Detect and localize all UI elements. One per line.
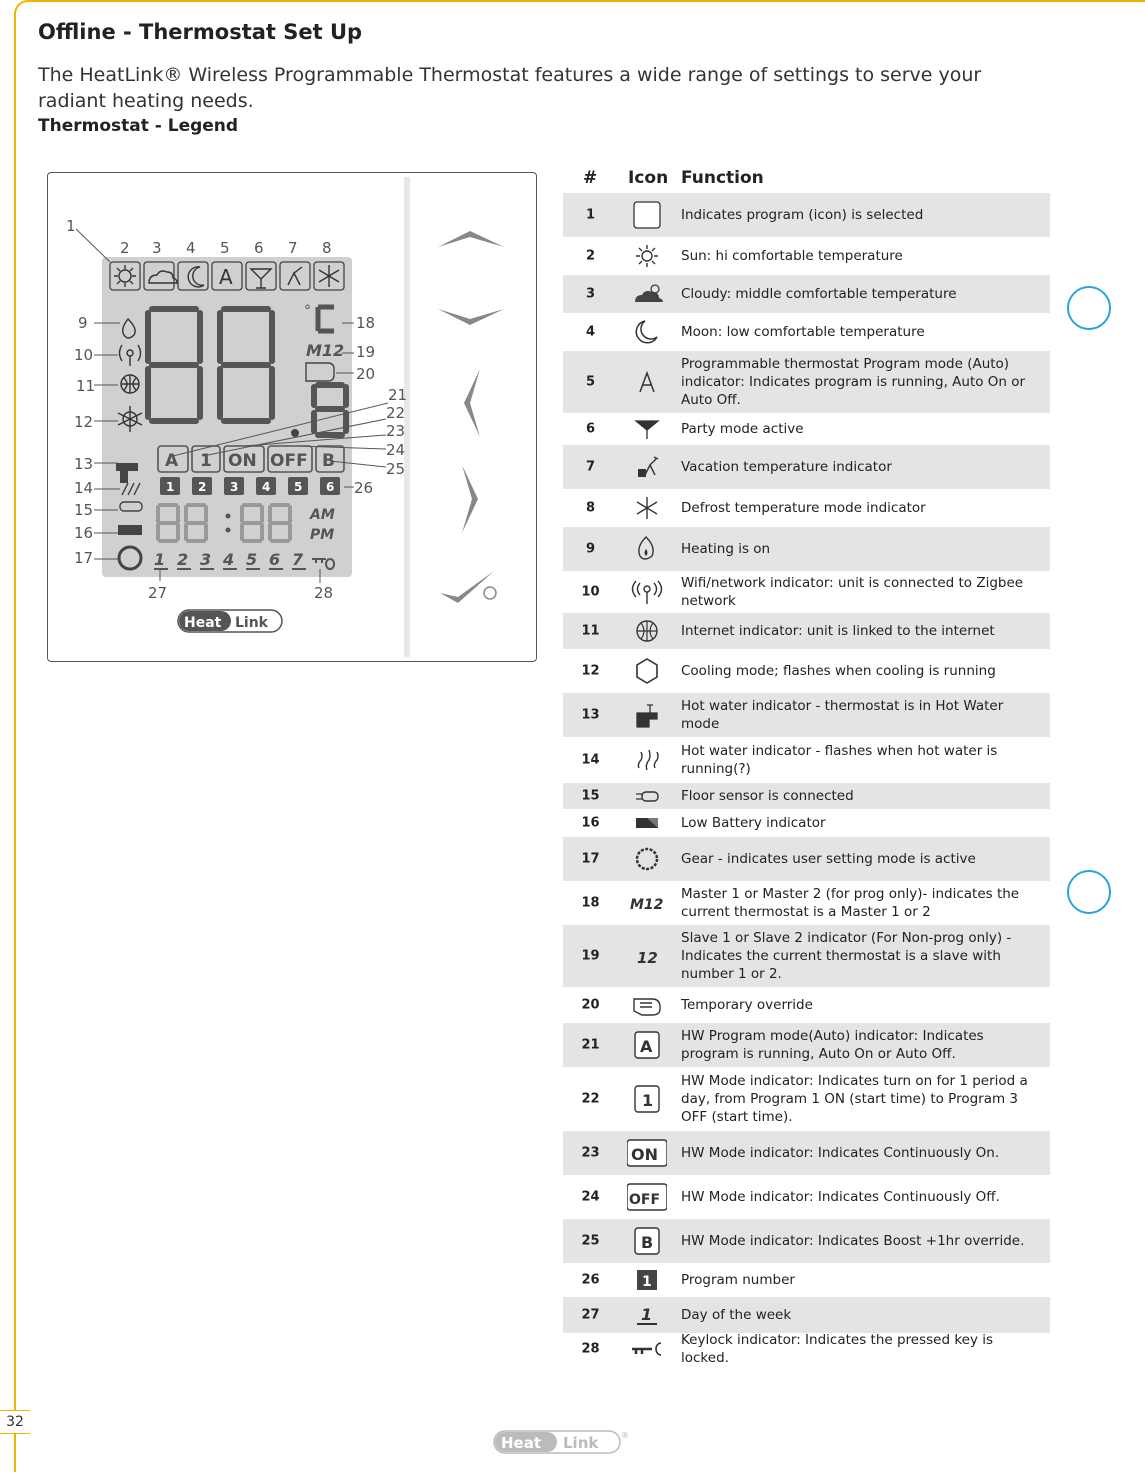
party-glass-icon: [627, 415, 667, 443]
svg-text:9: 9: [78, 314, 88, 332]
svg-text:22: 22: [386, 404, 406, 422]
svg-text:24: 24: [386, 441, 406, 459]
lcd-hw-off: OFF: [270, 451, 308, 471]
hw-auto-icon: [627, 1031, 667, 1059]
binder-hole: [1067, 870, 1111, 914]
down-arrow-icon[interactable]: [438, 309, 504, 325]
lcd-m12-label: M12: [306, 341, 345, 360]
heatlink-logo: [493, 1428, 633, 1460]
legend-table: [563, 193, 1050, 1365]
legend-row: 7 Vacation temperature indicator: [563, 445, 1050, 489]
light-icon: [484, 587, 496, 599]
cloudy-icon: [627, 280, 667, 308]
svg-text:°: °: [304, 303, 311, 319]
day-icon: [627, 1301, 667, 1329]
logo-link-text: Link: [563, 1434, 599, 1452]
legend-row: 18 M12 Master 1 or Master 2 (for prog only)- indicates the current thermostat is a Master 1 or 2: [581, 886, 1020, 920]
hw-off-icon: [627, 1183, 667, 1211]
svg-text:2: 2: [177, 550, 189, 569]
svg-text:6: 6: [269, 550, 281, 569]
slave-12-icon: [627, 942, 667, 970]
svg-text:A: A: [640, 1037, 653, 1056]
legend-row: 22 1 HW Mode indicator: Indicates turn on for 1 period a day, from Program 1 ON (start time) to Program 3 OFF (start time).: [581, 1073, 1028, 1125]
svg-text:5: 5: [220, 239, 230, 257]
svg-text:4: 4: [262, 480, 271, 494]
svg-text:B: B: [641, 1233, 654, 1252]
legend-row: 21 A HW Program mode(Auto) indicator: Indicates program is running, Auto On or Auto Off.: [563, 1023, 1050, 1067]
svg-text:1: 1: [642, 1091, 654, 1110]
svg-text:7: 7: [292, 550, 304, 569]
svg-text:2: 2: [198, 480, 207, 494]
legend-header: [563, 168, 1050, 192]
device-logo-heat: Heat: [184, 615, 222, 631]
moon-icon: [627, 318, 667, 346]
legend-row: 24 OFF HW Mode indicator: Indicates Continuously Off.: [563, 1175, 1050, 1219]
svg-text:19: 19: [356, 343, 376, 361]
vacation-icon: [627, 453, 667, 481]
intro-paragraph: The HeatLink® Wireless Programmable Thermostat features a wide range of settings to serve your radiant heating needs.: [38, 64, 982, 112]
svg-text:16: 16: [74, 524, 94, 542]
svg-text:20: 20: [356, 365, 376, 383]
hand-icon: [627, 991, 667, 1019]
svg-text:18: 18: [356, 314, 376, 332]
hw-one-icon: [627, 1085, 667, 1113]
svg-text:M12: M12: [630, 897, 664, 913]
legend-row: 16 Low Battery indicator: [563, 809, 1050, 837]
svg-text:14: 14: [74, 479, 94, 497]
svg-text:ON: ON: [631, 1145, 658, 1164]
right-arrow-icon[interactable]: [462, 465, 478, 533]
legend-row: 15 Floor sensor is connected: [563, 783, 1050, 809]
legend-row: 10 Wifi/network indicator: unit is connected to Zigbee network: [581, 575, 1024, 609]
svg-text:10: 10: [74, 346, 94, 364]
svg-text:26: 26: [354, 479, 374, 497]
selected-square-icon: [627, 201, 667, 229]
up-arrow-icon[interactable]: [438, 231, 504, 247]
svg-text:3: 3: [200, 550, 212, 569]
svg-text:13: 13: [74, 455, 94, 473]
svg-text:27: 27: [148, 584, 168, 602]
legend-row: 6 Party mode active: [563, 413, 1050, 445]
cooling-icon: [627, 657, 667, 685]
lcd-hw-a: A: [165, 451, 179, 471]
svg-text:6: 6: [326, 480, 335, 494]
page-title: Offline - Thermostat Set Up: [38, 20, 363, 44]
tap-icon: [627, 701, 667, 729]
svg-text:15: 15: [74, 501, 94, 519]
legend-row: 26 1 Program number: [563, 1263, 1050, 1297]
legend-row: 28 Keylock indicator: Indicates the pressed key is locked.: [581, 1332, 994, 1366]
keylock-icon: [627, 1335, 667, 1363]
lcd-hw-on: ON: [228, 451, 257, 471]
legend-row: 11 Internet indicator: unit is linked to the internet: [563, 613, 1050, 649]
svg-text:28: 28: [314, 584, 334, 602]
wifi-icon: [627, 578, 667, 606]
legend-row: 17 Gear - indicates user setting mode is active: [563, 837, 1050, 881]
legend-row: 8 Defrost temperature mode indicator: [563, 489, 1050, 527]
svg-text:3: 3: [152, 239, 162, 257]
svg-text:1: 1: [642, 1274, 652, 1290]
legend-row: 4 Moon: low comfortable temperature: [563, 313, 1050, 351]
svg-text:8: 8: [322, 239, 332, 257]
svg-text:1: 1: [641, 1305, 653, 1324]
svg-text:1: 1: [166, 480, 175, 494]
legend-row: 2 Sun: hi comfortable temperature: [563, 237, 1050, 275]
legend-row: 27 1 Day of the week: [563, 1297, 1050, 1333]
hw-on-icon: [627, 1139, 667, 1167]
sun-icon: [627, 242, 667, 270]
page-frame-top: [14, 0, 1145, 16]
flame-icon: [627, 535, 667, 563]
binder-hole: [1067, 286, 1111, 330]
lcd-hw-b: B: [322, 451, 335, 471]
left-arrow-icon[interactable]: [464, 369, 480, 437]
svg-text:17: 17: [74, 549, 94, 567]
svg-text:4: 4: [223, 550, 235, 569]
page-number: 32: [0, 1410, 30, 1434]
header-function: Function: [681, 168, 764, 188]
legend-row: 13 Hot water indicator - thermostat is in Hot Water mode: [563, 693, 1050, 737]
legend-row: 25 B HW Mode indicator: Indicates Boost +1hr override.: [563, 1219, 1050, 1263]
floor-sensor-icon: [627, 782, 667, 810]
gear-icon: [627, 845, 667, 873]
legend-row: 3 Cloudy: middle comfortable temperature: [563, 275, 1050, 313]
legend-row: 23 ON HW Mode indicator: Indicates Continuously On.: [563, 1131, 1050, 1175]
svg-text:1: 1: [154, 550, 166, 569]
svg-text:5: 5: [294, 480, 303, 494]
battery-icon: [627, 809, 667, 837]
svg-text:25: 25: [386, 460, 406, 478]
hw-boost-icon: [627, 1227, 667, 1255]
svg-text:12: 12: [74, 413, 94, 431]
svg-text:7: 7: [288, 239, 298, 257]
svg-text:4: 4: [186, 239, 196, 257]
svg-text:OFF: OFF: [629, 1192, 661, 1208]
legend-row: 9 Heating is on: [563, 527, 1050, 571]
legend-row: 1 Indicates program (icon) is selected: [563, 193, 1050, 237]
svg-text:6: 6: [254, 239, 264, 257]
page-frame-left: [14, 12, 16, 1472]
steam-icon: [627, 746, 667, 774]
thermostat-drawing: [48, 173, 536, 661]
legend-row: 5 Programmable thermostat Program mode (Auto) indicator: Indicates program is running, Auto On or Auto Off.: [563, 351, 1050, 413]
legend-row: 14 Hot water indicator - flashes when hot water is running(?): [581, 743, 998, 777]
svg-text:5: 5: [246, 550, 258, 569]
lcd-pm: PM: [310, 527, 335, 543]
lcd-hw-1: 1: [200, 451, 212, 471]
svg-text:11: 11: [76, 377, 96, 395]
header-num: #: [583, 168, 598, 188]
svg-text:21: 21: [388, 386, 408, 404]
svg-text:2: 2: [120, 239, 130, 257]
header-icon: Icon: [628, 168, 669, 188]
program-number-icon: [627, 1266, 667, 1294]
m12-icon: [627, 889, 667, 917]
logo-heat-text: Heat: [501, 1434, 542, 1452]
svg-text:12: 12: [637, 949, 658, 967]
legend-row: 20 Temporary override: [563, 987, 1050, 1023]
svg-text:A: A: [219, 265, 233, 289]
svg-text:23: 23: [386, 422, 406, 440]
legend-row: 12 Cooling mode; flashes when cooling is running: [563, 649, 1050, 693]
legend-row: 19 12 Slave 1 or Slave 2 indicator (For Non-prog only) - Indicates the current thermostat is a slave with number 1 or 2.: [563, 925, 1050, 987]
device-logo-link: Link: [235, 615, 268, 631]
auto-a-icon: [627, 368, 667, 396]
legend-subtitle: Thermostat - Legend: [38, 116, 239, 136]
globe-icon: [627, 617, 667, 645]
snowflake-icon: [627, 494, 667, 522]
svg-text:1: 1: [66, 217, 76, 235]
thermostat-illustration: [47, 172, 537, 662]
logo-registered: ®: [621, 1431, 629, 1440]
svg-text:3: 3: [230, 480, 239, 494]
lcd-am: AM: [310, 507, 335, 523]
